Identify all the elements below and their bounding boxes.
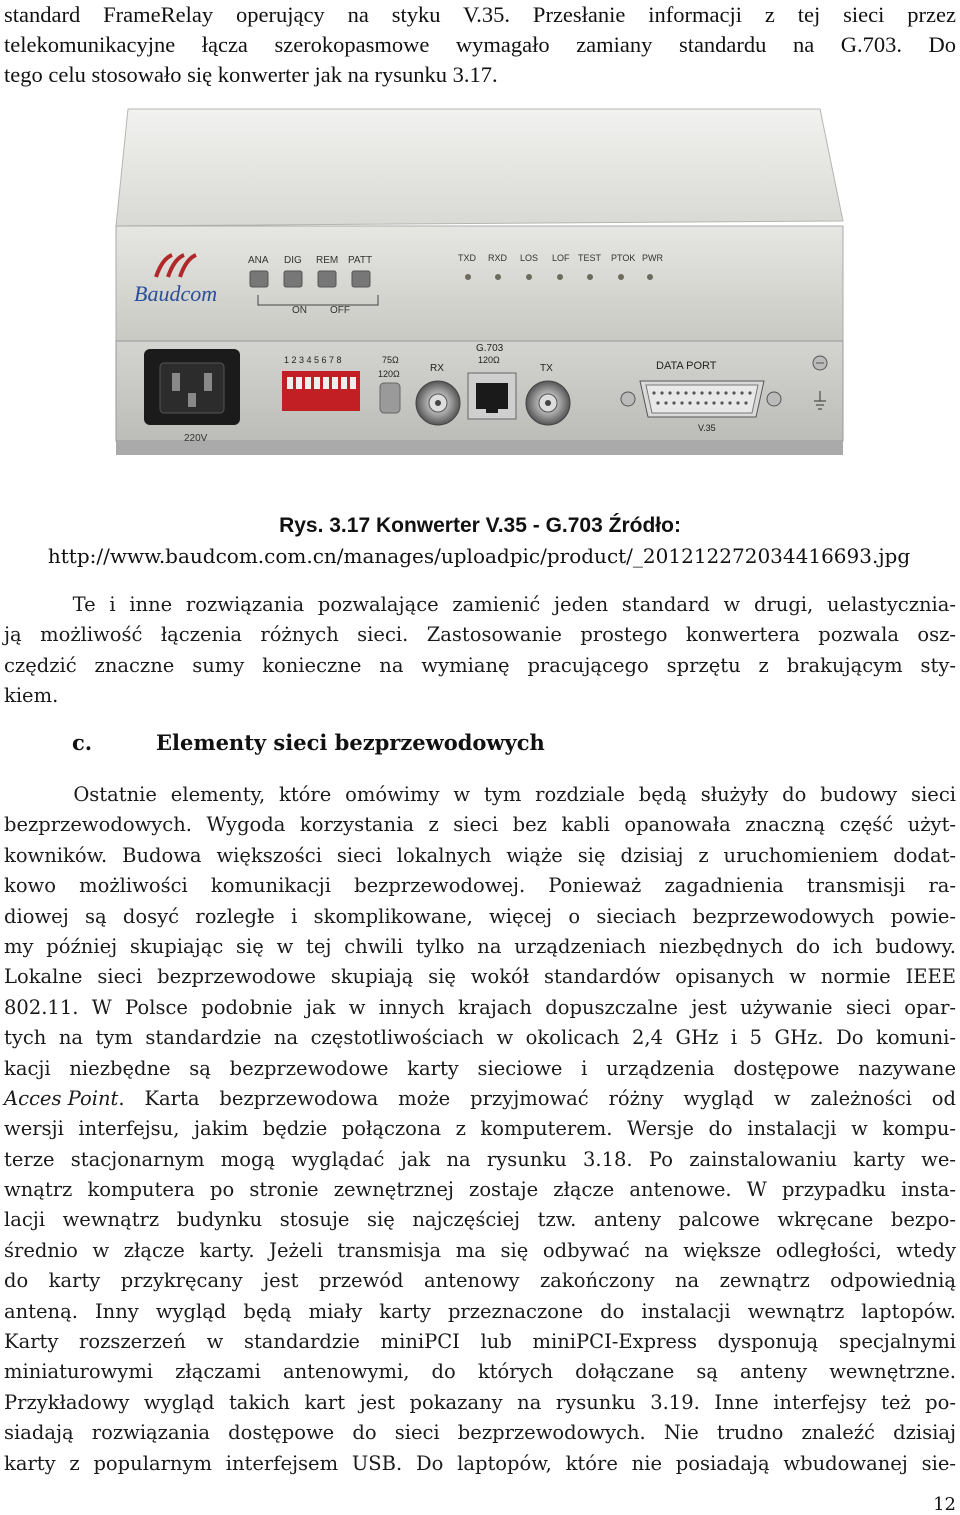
- section-heading: [72, 730, 545, 755]
- brand-text: Baudcom: [134, 281, 218, 306]
- paragraph-line: Ostatnie elementy, które omówimy w tym rozdziale będą służyły do budowy sieci: [4, 783, 956, 806]
- switch-label-ana: ANA: [248, 255, 269, 266]
- intro-line: standard FrameRelay operujący na styku V.35. Przesłanie informacji z tej sieci przez: [4, 2, 956, 27]
- intro-line: tego celu stosowało się konwerter jak na rysunku 3.17.: [4, 62, 498, 87]
- ohm-75-label: 75Ω: [382, 355, 399, 365]
- paragraph-line: czędzić znaczne sumy konieczne na wymianę pracującego sprzętu z brakującym sty-: [4, 653, 956, 677]
- led-label-test: TEST: [578, 253, 602, 263]
- tx-bnc-connector: [526, 381, 570, 425]
- v35-label: V.35: [698, 423, 716, 433]
- caption-title: Rys. 3.17 Konwerter V.35 - G.703 Źródło:: [279, 514, 681, 537]
- paragraph-line: 802.11. W Polsce podobnie jak w innych krajach dopuszczalne jest używanie sieci opar-: [4, 995, 956, 1019]
- paragraph-line: my później skupiając się w tej chwili tylko na urządzeniach niezbędnych do ich budowy.: [4, 934, 956, 958]
- paragraph-line: Te i inne rozwiązania pozwalające zamienić jeden standard w drugi, uelastycznia-: [4, 593, 956, 616]
- dip-numbers: 1 2 3 4 5 6 7 8: [284, 355, 342, 365]
- acces-point-term: Acces Point: [4, 1086, 119, 1110]
- paragraph-line: kiem.: [4, 684, 59, 708]
- paragraph-line: tych na tym standardzie na częstotliwościach w okolicach 2,4 GHz i 5 GHz. Do komuni-: [4, 1026, 956, 1050]
- dip-switch-block: [282, 371, 360, 411]
- paragraph-line: ją możliwość łączenia różnych sieci. Zastosowanie prostego konwertera pozwala osz-: [4, 623, 956, 647]
- intro-paragraph: [4, 0, 956, 90]
- section-letter: c.: [72, 730, 93, 755]
- paragraph-line: kowo możliwości komunikacji bezprzewodowej. Ponieważ zagadnienia transmisji ra-: [4, 874, 956, 898]
- paragraph-line: anteną. Inny wygląd będą miały karty przeznaczone do instalacji wewnątrz laptopów.: [4, 1299, 956, 1323]
- led-label-rxd: RXD: [488, 253, 508, 263]
- switch-label-dig: DIG: [284, 255, 302, 266]
- rj-port: [468, 373, 516, 419]
- paragraph-line: lacji wewnątrz budynku stosuje się najczęściej tzw. anteny palcowe wkręcane bezpo-: [4, 1208, 956, 1232]
- g703-ohm-label: 120Ω: [478, 355, 500, 365]
- converter-photo: [108, 101, 848, 471]
- led-label-los: LOS: [520, 253, 539, 263]
- paragraph-line: karty z popularnym interfejsem USB. Do laptopów, które nie posiadają wbudowanej sie-: [4, 1451, 956, 1475]
- paragraph-line: wersji interfejsu, jakim będzie połączona z komputerem. Wersje do instalacji w kompu-: [4, 1117, 956, 1141]
- paragraph-line: miniaturowymi złączami antenowymi, do których dołączane są anteny wewnętrzne.: [4, 1360, 956, 1384]
- switch-label-patt: PATT: [348, 255, 373, 266]
- caption-url: http://www.baudcom.com.cn/manages/uploadpic/product/_201212272034416693.jpg: [47, 544, 911, 568]
- on-label: ON: [292, 305, 307, 316]
- section-title: Elementy sieci bezprzewodowych: [156, 730, 545, 755]
- paragraph-line: siadają rozwiązania dostępowe do sieci bezprzewodowych. Nie trudno znaleźć dzisiaj: [4, 1421, 956, 1445]
- g703-label: G.703: [476, 343, 504, 354]
- paragraph: [4, 590, 956, 712]
- switch-label-rem: REM: [316, 255, 339, 266]
- paragraph-line: Karty rozszerzeń w standardzie miniPCI lub miniPCI-Express dysponują specjalnymi: [4, 1330, 956, 1354]
- paragraph-line: bezprzewodowych. Wygoda korzystania z sieci bez kabli opanowała znaczną część użyt-: [4, 813, 956, 837]
- paragraph-line: kacji niezbędne są bezprzewodowe karty sieciowe i urządzenia dostępowe nazywane: [4, 1056, 956, 1080]
- page-number: 12: [933, 1494, 956, 1515]
- rx-label: RX: [430, 363, 444, 374]
- figure-caption: [0, 514, 960, 538]
- rx-bnc-connector: [416, 381, 460, 425]
- data-port-label: DATA PORT: [656, 360, 717, 372]
- paragraph: [4, 780, 956, 1479]
- tx-label: TX: [540, 363, 553, 374]
- paragraph-line: kowników. Budowa większości sieci lokalnych wiąże się dzisiaj z uruchomieniem dodat-: [4, 843, 956, 867]
- led-label-lof: LOF: [552, 253, 570, 263]
- paragraph-line: [4, 1084, 956, 1114]
- voltage-label: 220V: [184, 433, 208, 444]
- paragraph-line: do karty przykręcany jest przewód antenowy zakończony na zewnątrz odpowiednią: [4, 1269, 956, 1293]
- acces-line-rest: . Karta bezprzewodowa może przyjmować różny wygląd w zależności od: [118, 1086, 956, 1110]
- led-label-pwr: PWR: [642, 253, 663, 263]
- led-label-txd: TXD: [458, 253, 476, 263]
- paragraph-line: Lokalne sieci bezprzewodowe skupiają się wokół standardów opisanych w normie IEEE: [4, 965, 956, 989]
- off-label: OFF: [330, 305, 350, 316]
- paragraph-line: wnątrz komputera po stronie zewnętrznej zostaje złącze antenowe. W przypadku insta-: [4, 1178, 956, 1202]
- paragraph-line: Przykładowy wygląd takich kart jest pokazany na rysunku 3.19. Inne interfejsy też po-: [4, 1390, 956, 1414]
- paragraph-line: terze stacjonarnym mogą wyglądać jak na rysunku 3.18. Po zainstalowaniu karty we-: [4, 1147, 956, 1171]
- paragraph-line: średnio w złącze karty. Jeżeli transmisja ma się odbywać na większe odległości, wtedy: [4, 1238, 956, 1262]
- ohm-120-label: 120Ω: [378, 369, 400, 379]
- paragraph-line: diowej są dosyć rozległe i skomplikowane, więcej o sieciach bezprzewodowych powie-: [4, 904, 956, 928]
- led-label-ptok: PTOK: [611, 253, 636, 263]
- intro-line: telekomunikacyjne łącza szerokopasmowe wymagało zamiany standardu na G.703. Do: [4, 32, 956, 57]
